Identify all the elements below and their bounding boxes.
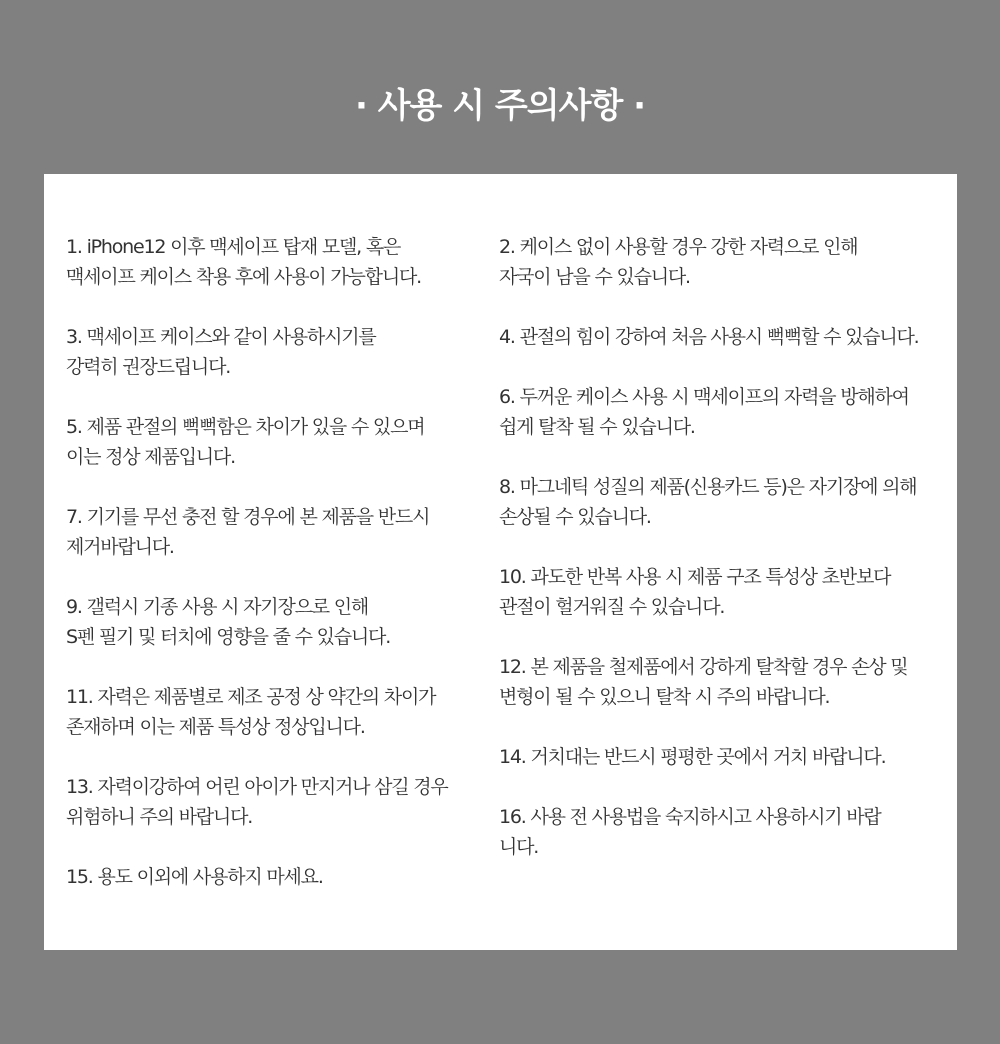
notice-item-3: 3. 맥세이프 케이스와 같이 사용하시기를 강력히 권장드립니다. <box>66 326 376 378</box>
notice-item-1: 1. iPhone12 이후 맥세이프 탑재 모델, 혹은 맥세이프 케이스 착용 후에 사용이 가능합니다. <box>66 236 421 288</box>
notice-card <box>44 174 957 950</box>
notice-item-5: 5. 제품 관절의 뻑뻑함은 차이가 있을 수 있으며 이는 정상 제품입니다. <box>66 416 425 468</box>
notice-column-right <box>499 232 939 892</box>
notice-item-9: 9. 갤럭시 기종 사용 시 자기장으로 인해 S펜 필기 및 터치에 영향을 줄 수 있습니다. <box>66 596 391 648</box>
notice-item-4: 4. 관절의 힘이 강하여 처음 사용시 뻑뻑할 수 있습니다. <box>499 326 919 348</box>
notice-item-14: 14. 거치대는 반드시 평평한 곳에서 거치 바랍니다. <box>499 746 886 768</box>
notice-item-12: 12. 본 제품을 철제품에서 강하게 탈착할 경우 손상 및 변형이 될 수 있으니 탈착 시 주의 바랍니다. <box>499 656 908 708</box>
notice-item-6: 6. 두꺼운 케이스 사용 시 맥세이프의 자력을 방해하여 쉽게 탈착 될 수 있습니다. <box>499 386 909 438</box>
notice-item-16: 16. 사용 전 사용법을 숙지하시고 사용하시기 바랍 니다. <box>499 806 881 858</box>
notice-item-2: 2. 케이스 없이 사용할 경우 강한 자력으로 인해 자국이 남을 수 있습니다. <box>499 236 858 288</box>
notice-item-10: 10. 과도한 반복 사용 시 제품 구조 특성상 초반보다 관절이 헐거워질 수 있습니다. <box>499 566 891 618</box>
page-title: · 사용 시 주의사항 · <box>354 86 646 126</box>
notice-item-11: 11. 자력은 제품별로 제조 공정 상 약간의 차이가 존재하며 이는 제품 특성상 정상입니다. <box>66 686 436 738</box>
notice-item-8: 8. 마그네틱 성질의 제품(신용카드 등)은 자기장에 의해 손상될 수 있습니다. <box>499 476 917 528</box>
notice-item-13: 13. 자력이강하여 어린 아이가 만지거나 삼길 경우 위험하니 주의 바랍니다. <box>66 776 448 828</box>
notice-item-7: 7. 기기를 무선 충전 할 경우에 본 제품을 반드시 제거바랍니다. <box>66 506 430 558</box>
notice-item-15: 15. 용도 이외에 사용하지 마세요. <box>66 866 323 888</box>
notice-column-left <box>66 232 506 922</box>
